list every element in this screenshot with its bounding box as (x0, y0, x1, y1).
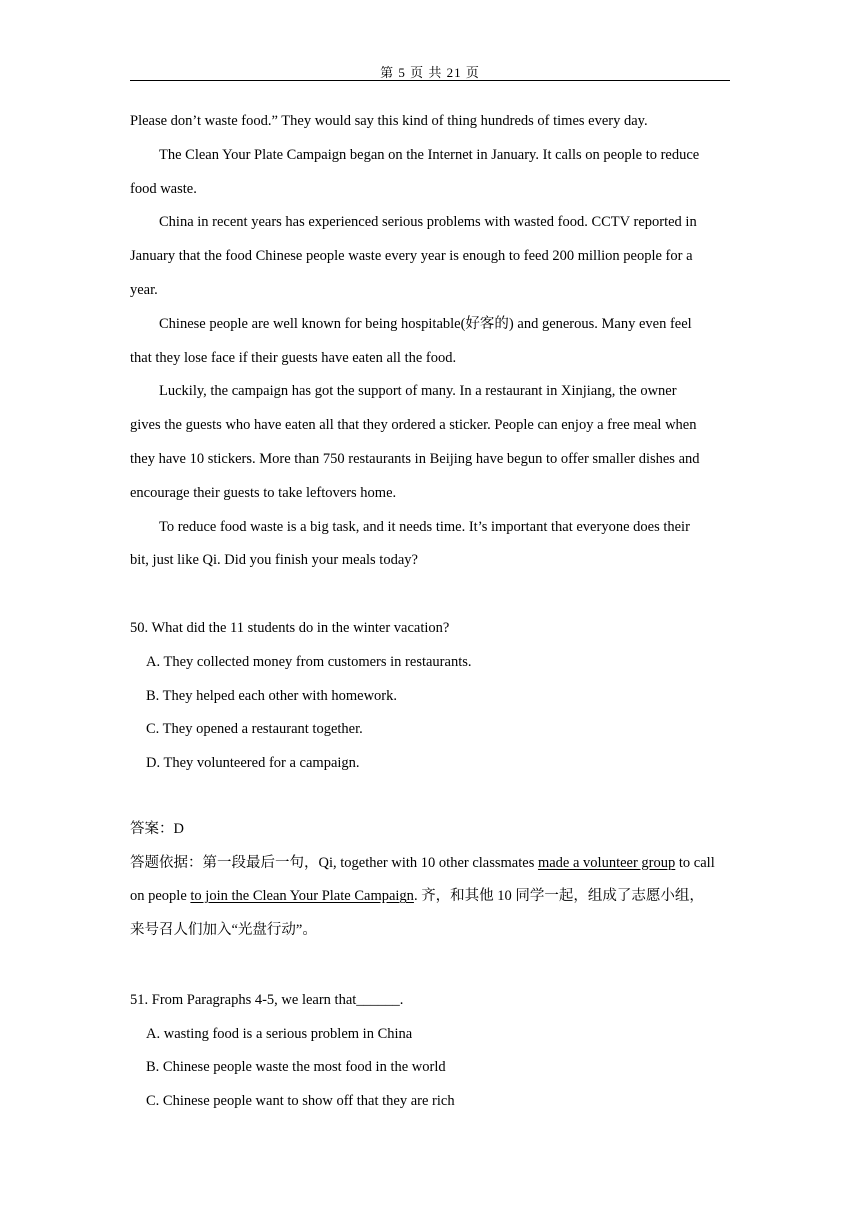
q50-option-d: D. They volunteered for a campaign. (146, 755, 360, 772)
passage-line: they have 10 stickers. More than 750 restaurants in Beijing have begun to offer smaller dishes and (130, 450, 700, 467)
passage-line: food waste. (130, 180, 197, 197)
q50-basis-line (130, 851, 730, 885)
header-rule (130, 80, 730, 81)
basis-text: to call (675, 854, 715, 871)
q50-basis-line (130, 884, 730, 918)
q51-option-c: C. Chinese people want to show off that they are rich (146, 1093, 455, 1110)
basis-underlined: to join the Clean Your Plate Campaign (190, 888, 414, 905)
question-51: 51. From Paragraphs 4-5, we learn that______. (130, 991, 404, 1008)
passage-line: that they lose face if their guests have eaten all the food. (130, 349, 457, 366)
passage-line: The Clean Your Plate Campaign began on the Internet in January. It calls on people to reduce (159, 146, 700, 163)
passage-line: encourage their guests to take leftovers home. (130, 484, 397, 501)
spacer (130, 952, 730, 986)
passage-line: To reduce food waste is a big task, and it needs time. It’s important that everyone does their (159, 518, 690, 535)
q50-answer: 答案：D (130, 820, 184, 837)
q50-option-b: B. They helped each other with homework. (146, 687, 397, 704)
question-50: 50. What did the 11 students do in the winter vacation? (130, 619, 450, 636)
q51-option-a: A. wasting food is a serious problem in China (146, 1025, 413, 1042)
passage-line: bit, just like Qi. Did you finish your meals today? (130, 552, 418, 569)
passage-line: Luckily, the campaign has got the support of many. In a restaurant in Xinjiang, the owner (159, 383, 677, 400)
basis-underlined: made a volunteer group (537, 854, 676, 871)
q50-basis-line: 来号召人们加入“光盘行动”。 (130, 922, 317, 939)
passage-line: China in recent years has experienced serious problems with wasted food. CCTV reported in (159, 214, 697, 231)
q50-option-c: C. They opened a restaurant together. (146, 721, 363, 738)
document-body (130, 107, 730, 1121)
basis-text: 答题依据：第一段最后一句，Qi, together with 10 other classmates (130, 854, 538, 871)
passage-line: year. (130, 281, 158, 298)
passage-line: Chinese people are well known for being hospitable(好客的) and generous. Many even feel (159, 315, 692, 332)
spacer (130, 783, 730, 817)
q51-option-b: B. Chinese people waste the most food in the world (146, 1059, 446, 1076)
page-number-header: 第 5 页 共 21 页 (380, 65, 480, 80)
passage-line: January that the food Chinese people waste every year is enough to feed 200 million people for a (130, 248, 693, 265)
basis-text: on people (130, 888, 191, 905)
q50-option-a: A. They collected money from customers in restaurants. (146, 653, 472, 670)
basis-text: . 齐，和其他 10 同学一起，组成了志愿小组， (413, 888, 704, 905)
passage-line: gives the guests who have eaten all that they ordered a sticker. People can enjoy a free meal when (130, 417, 697, 434)
spacer (130, 580, 730, 614)
passage-line: Please don’t waste food.” They would say this kind of thing hundreds of times every day. (130, 113, 648, 129)
